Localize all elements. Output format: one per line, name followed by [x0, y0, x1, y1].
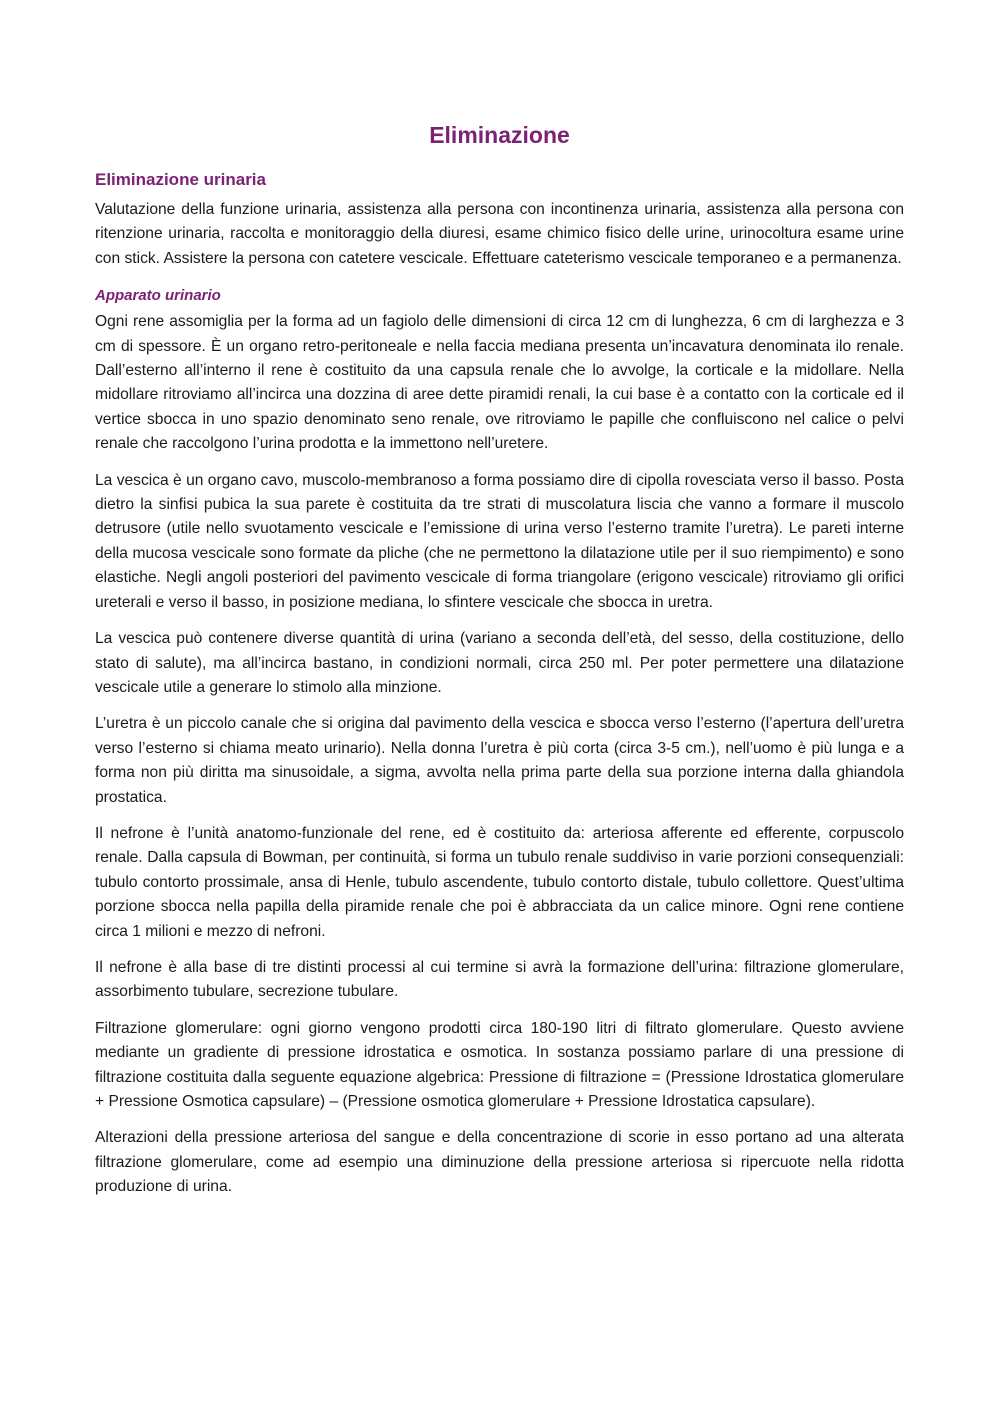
- document-page: [95, 118, 904, 1212]
- page-title: Eliminazione: [429, 122, 570, 148]
- paragraph-urethra: L’uretra è un piccolo canale che si origina dal pavimento della vescica e sbocca verso l’esterno (l’apertura dell’uretra verso l’esterno si chiama meato urinario). Nella donna l’uretra è più corta (circa 3-5 cm.), nell’uomo è più lunga e a forma non più diritta ma sinusoidale, a sigma, avvolta nella prima parte della sua porzione interna dalla ghiandola prostatica.: [95, 715, 904, 806]
- paragraph-bladder: La vescica è un organo cavo, muscolo-membranoso a forma possiamo dire di cipolla rovesciata verso il basso. Posta dietro la sinfisi pubica la sua parete è costituita da tre strati di muscolatura liscia che vanno a formare il muscolo detrusore (utile nello svuotamento vescicale e l’emissione di urina verso l’esterno tramite l’uretra). Le pareti interne della mucosa vescicale sono formate da pliche (che ne permettono la dilatazione utile per il suo riempimento) e sono elastiche. Negli angoli posteriori del pavimento vescicale di forma triangolare (erigono vescicale) ritroviamo gli orifici ureterali e verso il basso, in posizione mediana, lo sfintere vescicale che sbocca in uretra.: [95, 471, 904, 611]
- paragraph-nephron: Il nefrone è l’unità anatomo-funzionale del rene, ed è costituito da: arteriosa afferente ed efferente, corpuscolo renale. Dalla capsula di Bowman, per continuità, si forma un tubulo renale suddiviso in varie porzioni consequenziali: tubulo contorto prossimale, ansa di Henle, tubulo ascendente, tubulo contorto distale, tubulo collettore. Quest’ultima porzione sbocca nella papilla della piramide renale che poi è abbracciata da un calice minore. Ogni rene contiene circa 1 milioni e mezzo di nefroni.: [95, 824, 904, 940]
- paragraph-pressure-alterations: Alterazioni della pressione arteriosa del sangue e della concentrazione di scorie in esso portano ad una alterata filtrazione glomerulare, come ad esempio una diminuzione della pressione arteriosa si ripercuote nella ridotta produzione di urina.: [95, 1129, 904, 1196]
- paragraph-glomerular-filtration: Filtrazione glomerulare: ogni giorno vengono prodotti circa 180-190 litri di filtrato glomerulare. Questo avviene mediante un gradiente di pressione idrostatica e osmotica. In sostanza possiamo parlare di una pressione di filtrazione costituita dalla seguente equazione algebrica: Pressione di filtrazione = (Pressione Idrostatica glomerulare + Pressione Osmotica capsulare) – (Pressione osmotica glomerulare + Pressione Idrostatica capsulare).: [95, 1019, 904, 1110]
- paragraph-nephron-processes: Il nefrone è alla base di tre distinti processi al cui termine si avrà la formazione dell’urina: filtrazione glomerulare, assorbimento tubulare, secrezione tubulare.: [95, 958, 904, 1001]
- section-heading: Eliminazione urinaria: [95, 170, 266, 189]
- subsection-heading: Apparato urinario: [95, 287, 221, 305]
- intro-paragraph: Valutazione della funzione urinaria, assistenza alla persona con incontinenza urinaria, assistenza alla persona con ritenzione urinaria, raccolta e monitoraggio della diuresi, esame chimico fisico delle urine, urinocoltura esame urine con stick. Assistere la persona con catetere vescicale. Effettuare cateterismo vescicale temporaneo e a permanenza.: [95, 201, 904, 267]
- paragraph-bladder-capacity: La vescica può contenere diverse quantità di urina (variano a seconda dell’età, del sesso, della costituzione, dello stato di salute), ma all’incirca bastano, in condizioni normali, circa 250 ml. Per poter permettere una dilatazione vescicale utile a generare lo stimolo alla minzione.: [95, 630, 904, 696]
- paragraph-kidney: Ogni rene assomiglia per la forma ad un fagiolo delle dimensioni di circa 12 cm di lunghezza, 6 cm di larghezza e 3 cm di spessore. È un organo retro-peritoneale e nella faccia mediana presenta un’incavatura denominata ilo renale. Dall’esterno all’interno il rene è costituito da una capsula renale che lo avvolge, la corticale e la midollare. Nella midollare ritroviamo all’incirca una dozzina di aree dette piramidi renali, la cui base è a contatto con la corticale ed il vertice sbocca in uno spazio denominato seno renale, ove ritroviamo le papille che confluiscono nel calice o pelvi renale che raccolgono l’urina prodotta e la immettono nell’uretere.: [95, 313, 904, 453]
